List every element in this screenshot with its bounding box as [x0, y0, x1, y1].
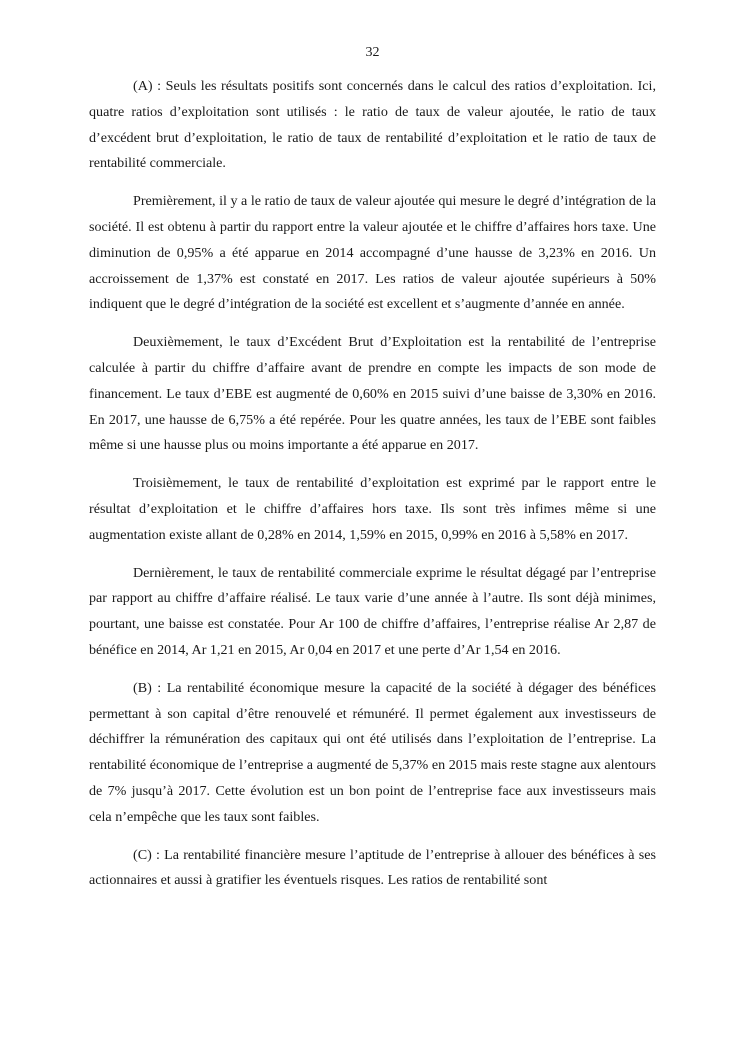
paragraph-b-rentabilite-economique: (B) : La rentabilité économique mesure la capacité de la société à dégager des bénéfices permettant à son capital d’être renouvelé et rémunéré. Il permet également aux investisseurs de déchiffrer la rémunération des capitaux qui ont été utilisés dans l’exploitation de l’entreprise. La rentabilité économique de l’entreprise a augmenté de 5,37% en 2015 mais reste stagne aux alentours de 7% jusqu’à 2017. Cette évolution est un bon point de l’entreprise face aux investisseurs mais cela n’empêche que les taux sont faibles. — [89, 679, 656, 825]
page-number: 32 — [365, 45, 380, 60]
paragraph-rentabilite-commerciale: Dernièrement, le taux de rentabilité commerciale exprime le résultat dégagé par l’entreprise par rapport au chiffre d’affaire réalisé. Le taux varie d’une année à l’autre. Ils sont déjà minimes, pourtant, une baisse est constatée. Pour Ar 100 de chiffre d’affaires, l’entreprise réalise Ar 2,87 de bénéfice en 2014, Ar 1,21 en 2015, Ar 0,04 en 2017 et une perte d’Ar 1,54 en 2016. — [89, 564, 656, 658]
paragraph-ebe: Deuxièmement, le taux d’Excédent Brut d’Exploitation est la rentabilité de l’entreprise calculée à partir du chiffre d’affaire avant de prendre en compte les impacts de son mode de financement. Le taux d’EBE est augmenté de 0,60% en 2015 suivi d’une baisse de 3,30% en 2016. En 2017, une hausse de 6,75% a été repérée. Pour les quatre années, les taux de l’EBE sont faibles même si une hausse plus ou moins importante a été apparue en 2017. — [89, 334, 656, 454]
paragraph-c-rentabilite-financiere: (C) : La rentabilité financière mesure l’aptitude de l’entreprise à allouer des bénéfices à ses actionnaires et aussi à gratifier les éventuels risques. Les ratios de rentabilité sont — [89, 846, 656, 889]
paragraph-a-intro: (A) : Seuls les résultats positifs sont concernés dans le calcul des ratios d’exploitation. Ici, quatre ratios d’exploitation sont utilisés : le ratio de taux de valeur ajoutée, le ratio de taux d’excédent brut d’exploitation, le ratio de taux de rentabilité d’exploitation et le ratio de taux de rentabilité commerciale. — [89, 78, 656, 172]
body-text — [89, 74, 656, 906]
paragraph-rentabilite-exploitation: Troisièmement, le taux de rentabilité d’exploitation est exprimé par le rapport entre le résultat d’exploitation et le chiffre d’affaires hors taxe. Ils sont très infimes même si une augmentation existe allant de 0,28% en 2014, 1,59% en 2015, 0,99% en 2016 à 5,58% en 2017. — [89, 475, 656, 543]
paragraph-valeur-ajoutee: Premièrement, il y a le ratio de taux de valeur ajoutée qui mesure le degré d’intégration de la société. Il est obtenu à partir du rapport entre la valeur ajoutée et le chiffre d’affaires hors taxe. Une diminution de 0,95% a été apparue en 2014 accompagné d’une hausse de 3,23% en 2016. Un accroissement de 1,37% est constaté en 2017. Les ratios de valeur ajoutée supérieurs à 50% indiquent que le degré d’intégration de la société est excellent et s’augmente d’année en année. — [89, 193, 656, 313]
